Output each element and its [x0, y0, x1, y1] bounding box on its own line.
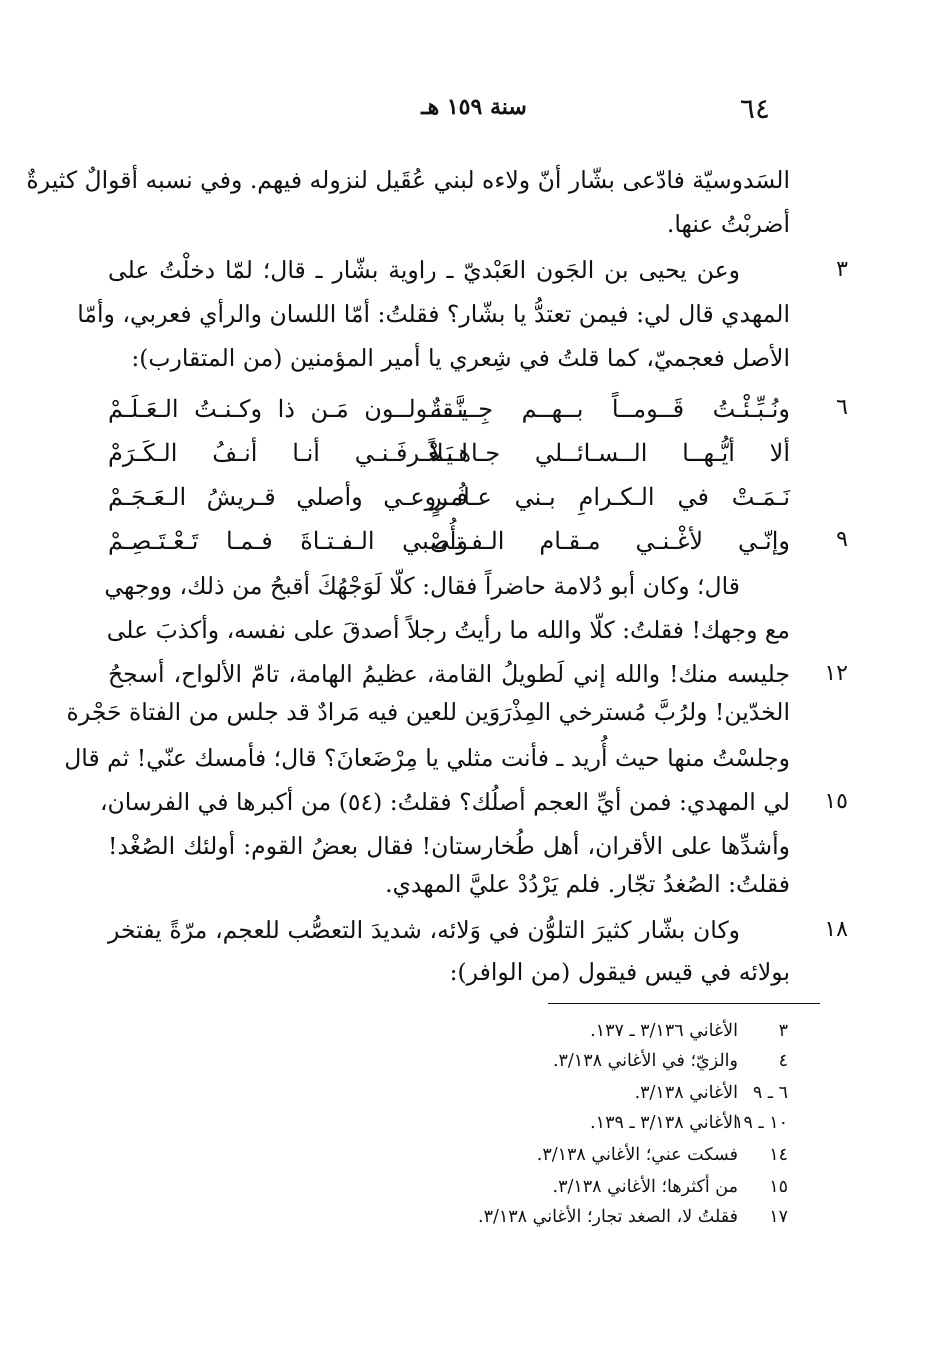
text-line: المهدي قال لي: فيمن تعتدُّ يا بشّار؟ فقلتُ: أمّا اللسان والرأي فعربي، وأمّا	[77, 300, 790, 328]
footnote-number: ٤	[778, 1051, 788, 1071]
page-header	[60, 92, 888, 132]
footnote-text: من أكثرها؛ الأغاني ٣/١٣٨.	[552, 1177, 738, 1197]
verse-second-hemistich: وأُصْبي الـفـتـاةَ فـمـا تَـعْـتَـصِـمْ	[108, 527, 468, 555]
footnote-text: الأغاني ٣/١٣٨ ـ ١٣٩.	[590, 1113, 738, 1133]
text-line: بولائه في قيس فيقول (من الوافر):	[449, 958, 790, 986]
line-number: ٩	[836, 527, 848, 552]
text-line: السَدوسيّة فادّعى بشّار أنّ ولاءه لبني عُقَيل لنزوله فيهم. وفي نسبه أقوالٌ كثيرةٌ	[26, 166, 790, 194]
verse-first-hemistich: وإنّـي لأغْـنـي مـقـام الـفـتـى	[430, 527, 790, 555]
verse-first-hemistich: ونُـبِّـئْـتُ قَــومــاً بــهــم جِــنَّــةٌ	[430, 395, 790, 423]
verse-line	[108, 430, 790, 476]
verse-first-hemistich: نَـمَـتْ في الـكـرامِ بـني عـامـرٍ	[430, 483, 790, 511]
text-line: وأشدِّها على الأقران، أهل طُخارستان! فقال بعضُ القوم: أولئك الصُغْد!	[108, 832, 790, 860]
text-line: الأصل فعجميّ، كما قلتُ في شِعري يا أمير المؤمنين (من المتقارب):	[131, 344, 790, 372]
verse-second-hemistich: يـقــولــون مَـن ذا وكـنـتُ الـعَـلَـمْ	[108, 395, 468, 423]
running-title: سنة ١٥٩ هـ	[421, 94, 527, 120]
verse-second-hemistich: فُـروعـي وأصلي قـريشُ الـعَـجَـمْ	[108, 483, 468, 511]
line-number: ١٨	[824, 917, 848, 942]
text-line: الخدّين! ولرُبَّ مُسترخي المِذْرَوَين للعين فيه مَرادٌ قد جلس من الفتاة حَجْرة	[66, 698, 790, 726]
text-line: قال؛ وكان أبو دُلامة حاضراً فقال: كلّا لَوَجْهُكَ أقبحُ من ذلك، ووجهي	[104, 572, 740, 600]
footnote-number: ١٤	[769, 1145, 788, 1165]
verse-second-hemistich: لـيَـعْـرفَـنـي أنـا أنـفُ الـكَـرَمْ	[108, 439, 468, 467]
footnote-number: ٦ ـ ٩	[752, 1083, 788, 1103]
line-number: ١٥	[824, 789, 848, 814]
footnote-text: فسكت عني؛ الأغاني ٣/١٣٨.	[536, 1145, 738, 1165]
footnote-text: الأغاني ٣/١٣٨.	[634, 1083, 738, 1103]
page-number: ٦٤	[739, 92, 770, 125]
line-number: ٦	[836, 395, 848, 420]
footnote-number: ٣	[778, 1021, 788, 1041]
footnote-number: ١٠ ـ ١٩	[734, 1113, 788, 1133]
footnote-divider	[548, 1003, 820, 1004]
verse-line	[108, 386, 790, 432]
verse-line	[108, 474, 790, 520]
text-line: فقلتُ: الصُغدُ تجّار. فلم يَرْدُدْ عليَّ المهدي.	[385, 870, 790, 898]
footnote-text: الأغاني ٣/١٣٦ ـ ١٣٧.	[590, 1021, 738, 1041]
footnote-number: ١٧	[769, 1207, 788, 1227]
footnote-number: ١٥	[769, 1177, 788, 1197]
verse-first-hemistich: ألا أيُّـهــا الــسـائــلي جـاهــلاً	[430, 439, 790, 467]
line-number: ١٢	[824, 661, 848, 686]
line-number: ٣	[836, 257, 848, 282]
text-line: جليسه منك! والله إني لَطويلُ القامة، عظيمُ الهامة، تامّ الألواح، أسجحُ	[108, 660, 790, 688]
text-line: وجلسْتُ منها حيث أُريد ـ فأنت مثلي يا مِرْضَعانَ؟ قال؛ فأمسك عنّي! ثم قال	[64, 744, 790, 772]
text-line: لي المهدي: فمن أيِّ العجم أصلُك؟ فقلتُ: (٥٤) من أكبرها في الفرسان،	[99, 788, 790, 816]
footnote-text: فقلتُ لا، الصغد تجار؛ الأغاني ٣/١٣٨.	[477, 1207, 738, 1227]
text-line: وعن يحيى بن الجَون العَبْديّ ـ راوية بشّار ـ قال؛ لمّا دخلْتُ على	[108, 256, 740, 284]
text-line: مع وجهك! فقلتُ: كلّا والله ما رأيتُ رجلاً أصدقَ على نفسه، وأكذبَ على	[106, 616, 790, 644]
text-line: أضربْتُ عنها.	[666, 210, 790, 238]
text-line: وكان بشّار كثيرَ التلوُّن في وَلائه، شديدَ التعصُّب للعجم، مرّةً يفتخر	[108, 916, 740, 944]
verse-line	[108, 518, 790, 564]
footnote-text: والزيّ؛ في الأغاني ٣/١٣٨.	[552, 1051, 738, 1071]
